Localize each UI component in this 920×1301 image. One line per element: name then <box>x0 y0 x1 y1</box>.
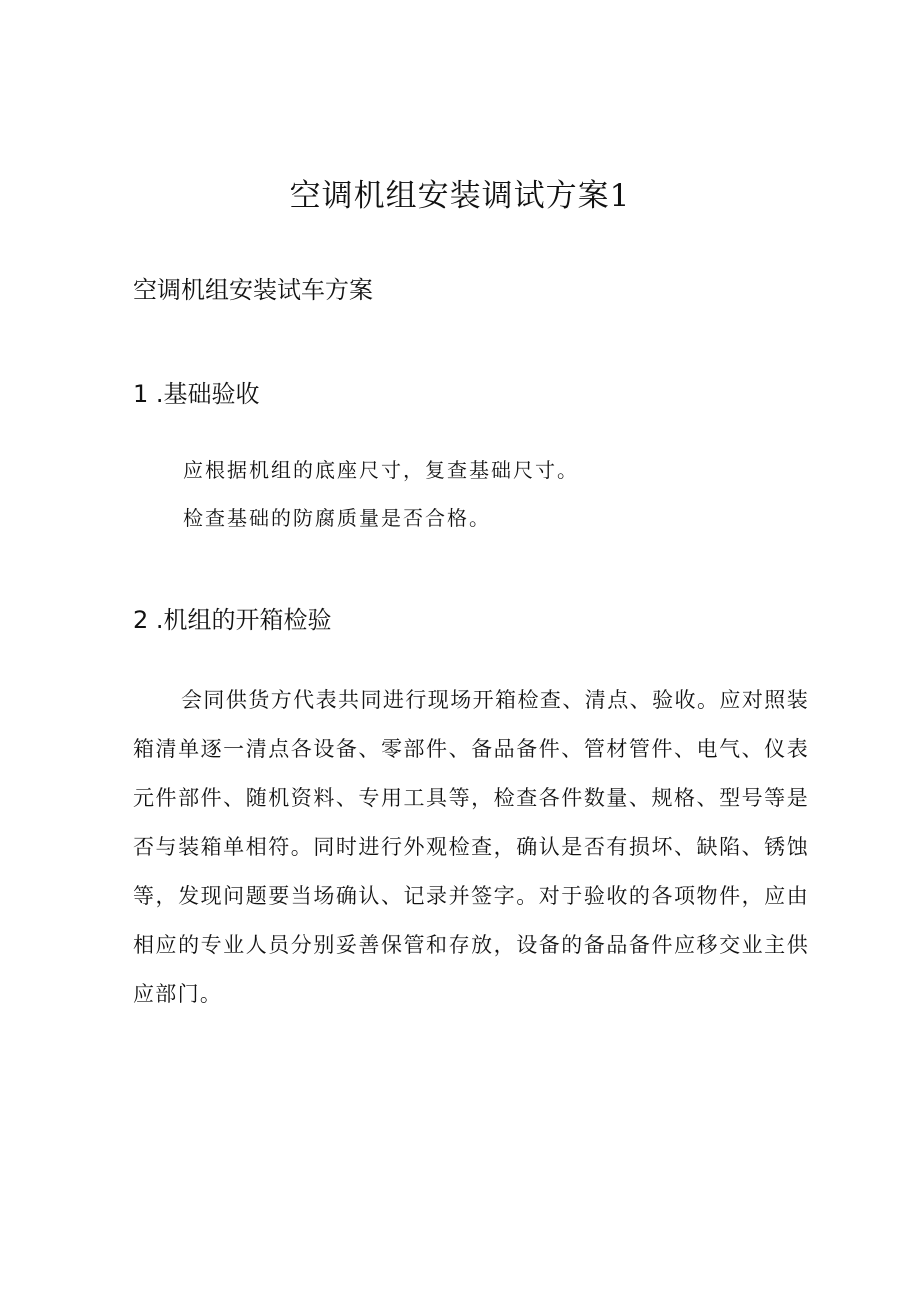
section-1-line-1: 应根据机组的底座尺寸，复查基础尺寸。 <box>183 458 579 482</box>
section-2-paragraph: 会同供货方代表共同进行现场开箱检查、清点、验收。应对照装箱清单逐一清点各设备、零部件、备品备件、管材管件、电气、仪表元件部件、随机资料、专用工具等，检查各件数量、规格、型号等是否与装箱单相符。同时进行外观检查，确认是否有损坏、缺陷、锈蚀等，发现问题要当场确认、记录并签字。对于验收的各项物件，应由相应的专业人员分别妥善保管和存放，设备的备品备件应移交业主供应部门。 <box>133 688 809 1006</box>
document-title: 空调机组安装调试方案1 <box>289 178 631 214</box>
section-1-heading: 1 .基础验收 <box>133 380 260 408</box>
document-subtitle: 空调机组安装试车方案 <box>133 276 373 304</box>
section-1-line-2: 检查基础的防腐质量是否合格。 <box>183 506 491 530</box>
section-2-heading: 2 .机组的开箱检验 <box>133 606 332 634</box>
